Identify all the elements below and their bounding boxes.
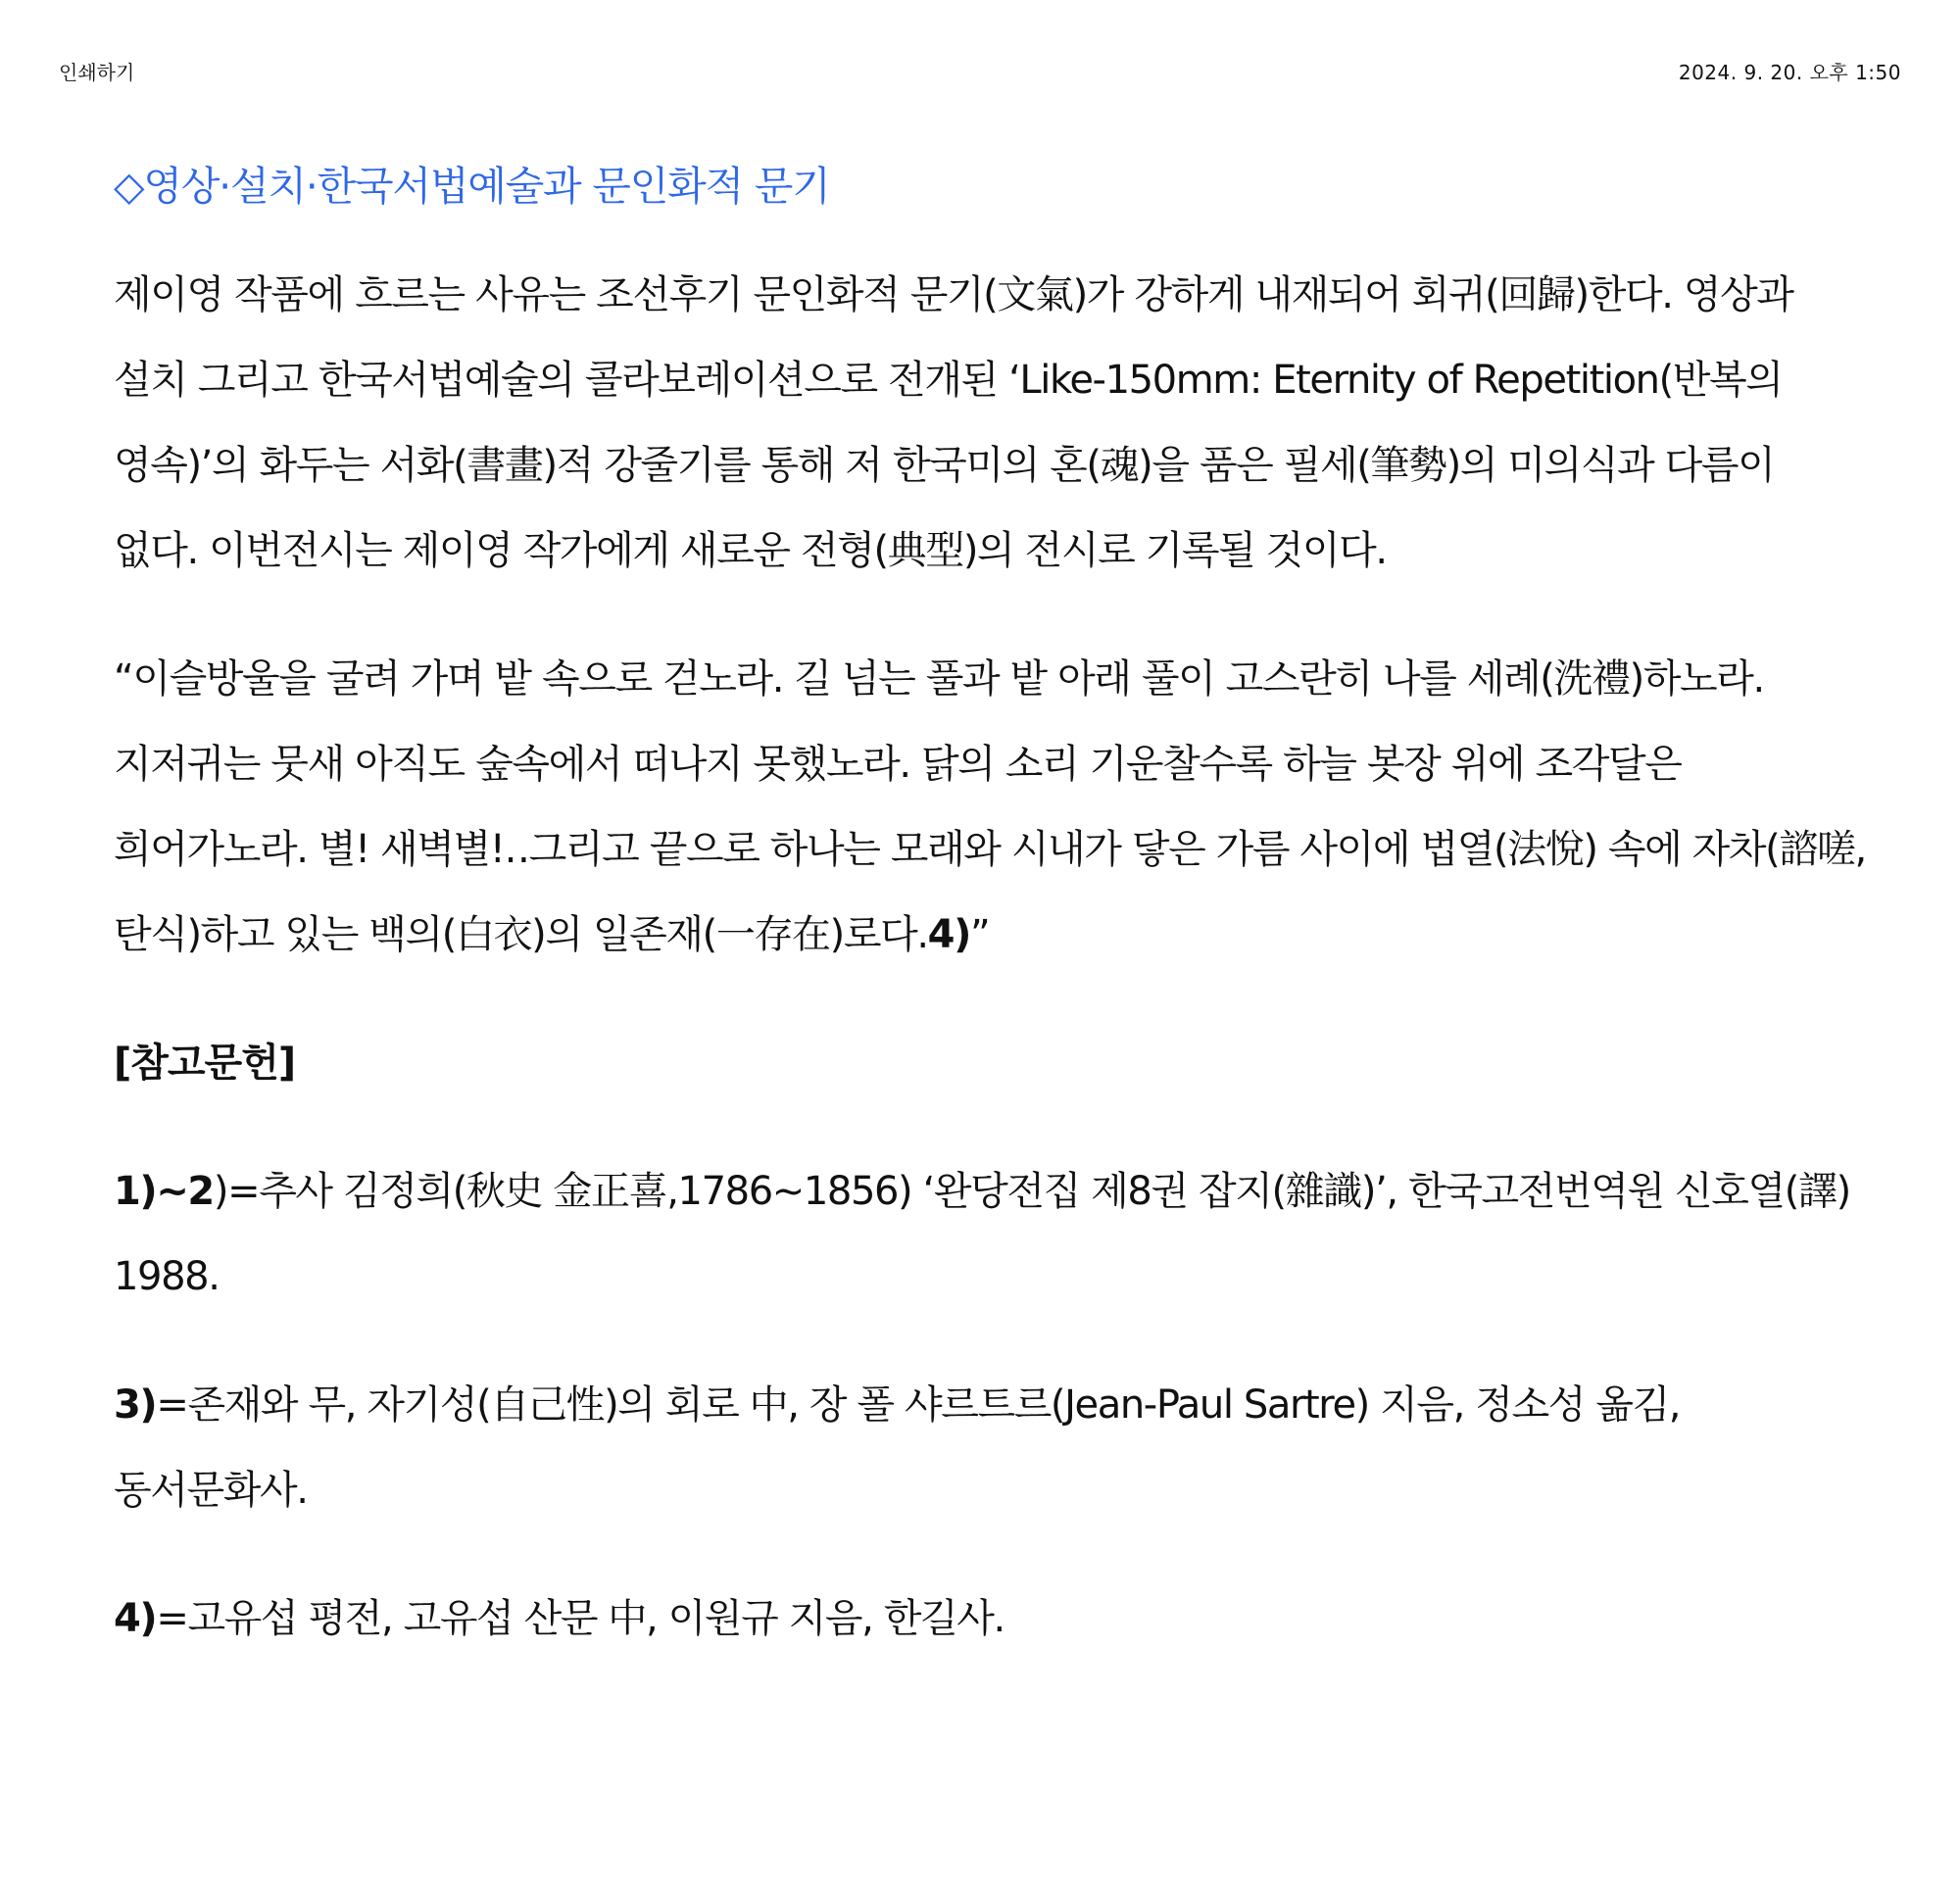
reference-marker: 1)~2 [114,1169,214,1214]
reference-text: =존재와 무, 자기성(自己性)의 회로 中, 장 폴 샤르트르(Jean-Paul Sartre) 지음, 정소성 옮김, 동서문화사. [114,1382,1681,1513]
reference-item [114,1149,1868,1320]
quote-text: “이슬방울을 굴려 가며 밭 속으로 걷노라. 길 넘는 풀과 밭 아래 풀이 고스란히 나를 세례(洗禮)하노라. 지저귀는 뭇새 아직도 숲속에서 떠나지 못했노라. 닭의 소리 기운찰수록 하늘 봇장 위에 조각달은 희어가노라. 별! 새벽별!‥그리고 끝으로 하나는 모래와 시내가 닿은 가름 사이에 법열(法悅) 속에 자차(諮嗟, 탄식)하고 있는 백의(白衣)의 일존재(一存在)로다. [114,656,1866,957]
reference-marker: 3) [114,1382,157,1428]
paragraph-intro: 제이영 작품에 흐르는 사유는 조선후기 문인화적 문기(文氣)가 강하게 내재되어 회귀(回歸)한다. 영상과 설치 그리고 한국서법예술의 콜라보레이션으로 전개된 ‘Like-150mm: Eternity of Repetition(반복의 영속)’의 화두는 서화(書畫)적 강줄기를 통해 저 한국미의 혼(魂)을 품은 필세(筆勢)의 미의식과 다름이 없다. 이번전시는 제이영 작가에게 새로운 전형(典型)의 전시로 기록될 것이다. [114,272,1793,573]
reference-item [114,1576,1868,1662]
print-header [59,57,1901,86]
reference-text: =고유섭 평전, 고유섭 산문 中, 이원규 지음, 한길사. [156,1596,1004,1641]
reference-item [114,1363,1868,1533]
quote-closing-mark: ” [969,912,990,957]
footnote-ref: 4) [927,912,970,957]
print-datetime: 2024. 9. 20. 오후 1:50 [1678,61,1901,84]
references-title: [참고문헌] [114,1041,296,1086]
section-heading: ◇영상·설치·한국서법예술과 문인화적 문기 [114,163,830,210]
article-body [114,147,1868,1705]
quote-paragraph [114,637,1868,978]
reference-marker: 4) [114,1596,157,1641]
print-label[interactable]: 인쇄하기 [59,61,135,84]
reference-text: )=추사 김정희(秋史 金正喜,1786~1856) ‘완당전집 제8권 잡지(雜識)’, 한국고전번역원 신호열(譯) 1988. [114,1169,1850,1299]
